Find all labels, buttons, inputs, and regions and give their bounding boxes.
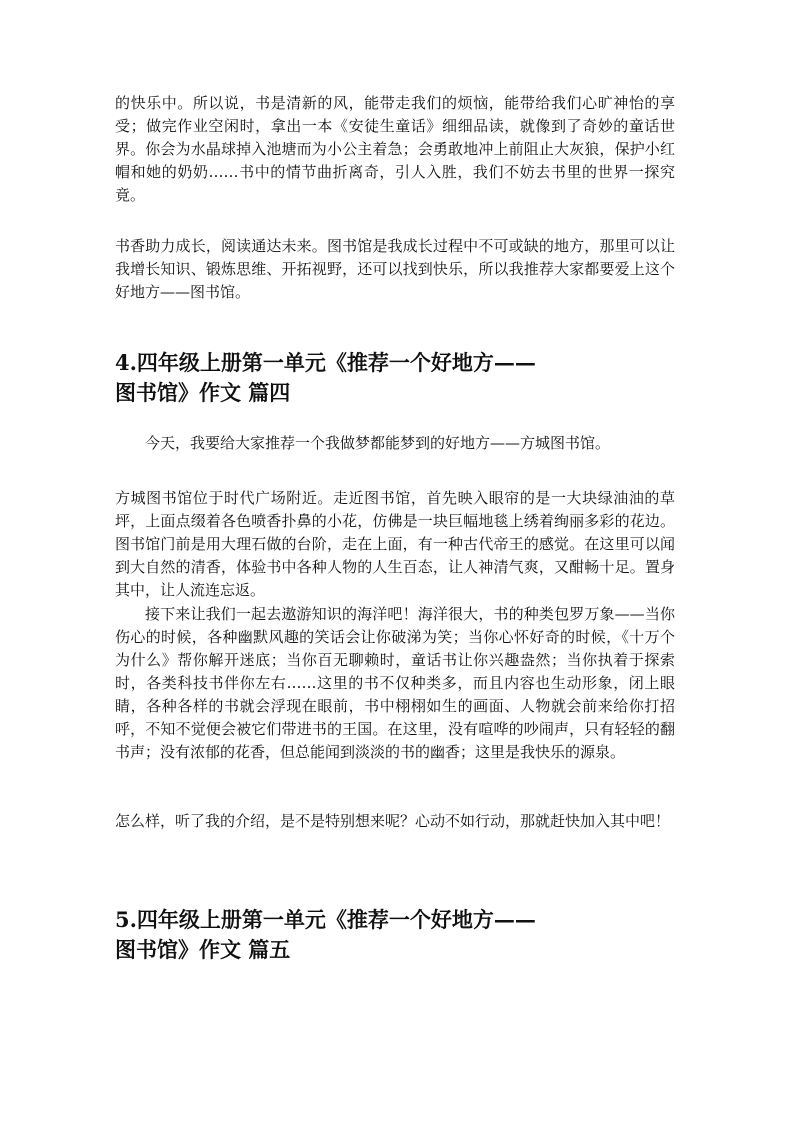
paragraph-invitation: 怎么样，听了我的介绍，是不是特别想来呢？心动不如行动，那就赶快加入其中吧！ (115, 812, 671, 830)
heading-essay-4 (115, 348, 675, 408)
paragraph-book-joy: 的快乐中。所以说，书是清新的风，能带走我们的烦恼，能带给我们心旷神怡的享受；做完作业空闲时，拿出一本《安徒生童话》细细品读，就像到了奇妙的童话世界。你会为水晶球掉入池塘而为小公主着急；会勇敢地冲上前阻止大灰狼，保护小红帽和她的奶奶……书中的情节曲折离奇，引人入胜，我们不妨去书里的世界一探究竟。 (115, 94, 675, 204)
heading-essay-4-line1: 4.四年级上册第一单元《推荐一个好地方—— (115, 350, 536, 375)
paragraph-intro: 今天，我要给大家推荐一个我做梦都能梦到的好地方——方城图书馆。 (145, 434, 611, 452)
heading-essay-5 (115, 905, 675, 965)
heading-essay-5-line1: 5.四年级上册第一单元《推荐一个好地方—— (115, 907, 536, 932)
paragraph-reading-growth: 书香助力成长，阅读通达未来。图书馆是我成长过程中不可或缺的地方，那里可以让我增长知识、锻炼思维、开拓视野，还可以找到快乐，所以我推荐大家都要爱上这个好地方——图书馆。 (115, 237, 675, 301)
heading-essay-4-line2: 图书馆》作文 篇四 (115, 380, 291, 405)
paragraph-library-location: 方城图书馆位于时代广场附近。走近图书馆，首先映入眼帘的是一大块绿油油的草坪，上面点缀着各色喷香扑鼻的小花，仿佛是一块巨幅地毯上绣着绚丽多彩的花边。图书馆门前是用大理石做的台阶，走在上面，有一种古代帝王的感觉。在这里可以闻到大自然的清香，体验书中各种人物的人生百态，让人神清气爽，又酣畅十足。置身其中，让人流连忘返。 (115, 489, 675, 599)
heading-essay-5-line2: 图书馆》作文 篇五 (115, 937, 291, 962)
paragraph-knowledge-ocean: 接下来让我们一起去遨游知识的海洋吧！海洋很大，书的种类包罗万象——当你伤心的时候，各种幽默风趣的笑话会让你破涕为笑；当你心怀好奇的时候，《十万个为什么》帮你解开迷底；当你百无聊赖时，童话书让你兴趣盎然；当你执着于探索时，各类科技书伴你左右……这里的书不仅种类多，而且内容也生动形象，闭上眼睛，各种各样的书就会浮现在眼前，书中栩栩如生的画面、人物就会前来给你打招呼，不知不觉便会被它们带进书的王国。在这里，没有喧哗的吵闹声，只有轻轻的翻书声；没有浓郁的花香，但总能闻到淡淡的书的幽香；这里是我快乐的源泉。 (115, 605, 675, 761)
